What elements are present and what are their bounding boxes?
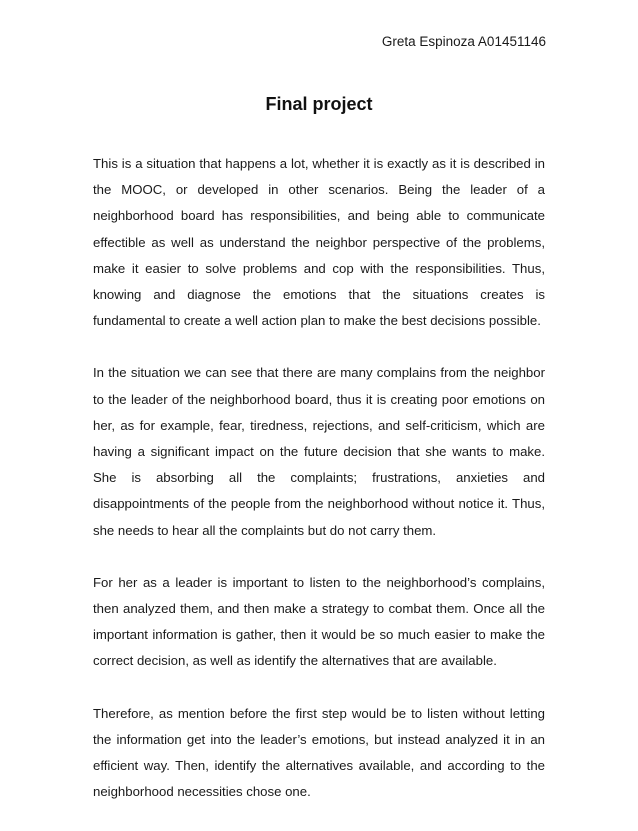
paragraph-1: This is a situation that happens a lot, whether it is exactly as it is described in the MOOC, or developed in other scenarios. Being the leader of a neighborhood board has responsibilities, and being able to communicate effectible as well as understand the neighbor perspective of the problems, make it easier to solve problems and cop with the responsibilities. Thus, knowing and diagnose the emotions that the situations creates is fundamental to create a well action plan to make the best decisions possible. bbox=[93, 156, 545, 329]
paragraph-4: Therefore, as mention before the first step would be to listen without letting the information get into the leader’s emotions, but instead analyzed it in an efficient way. Then, identify the alternatives available, and according to the neighborhood necessities chose one. bbox=[93, 705, 545, 800]
paragraph-2: In the situation we can see that there are many complains from the neighbor to the leader of the neighborhood board, thus it is creating poor emotions on her, as for example, fear, tiredness, rejections, and self-criticism, which are having a significant impact on the future decision that she wants to make. She is absorbing all the complaints; frustrations, anxieties and disappointments of the people from the neighborhood without notice it. Thus, she needs to hear all the complaints but do not carry them. bbox=[93, 365, 545, 538]
page-title: Final project bbox=[265, 94, 373, 114]
document-body bbox=[93, 151, 545, 831]
author-header: Greta Espinoza A01451146 bbox=[381, 34, 546, 49]
paragraph-3: For her as a leader is important to listen to the neighborhood’s complains, then analyzed them, and then make a strategy to combat them. Once all the important information is gather, then it would be so much easier to make the correct decision, as well as identify the alternatives that are available. bbox=[93, 574, 545, 669]
